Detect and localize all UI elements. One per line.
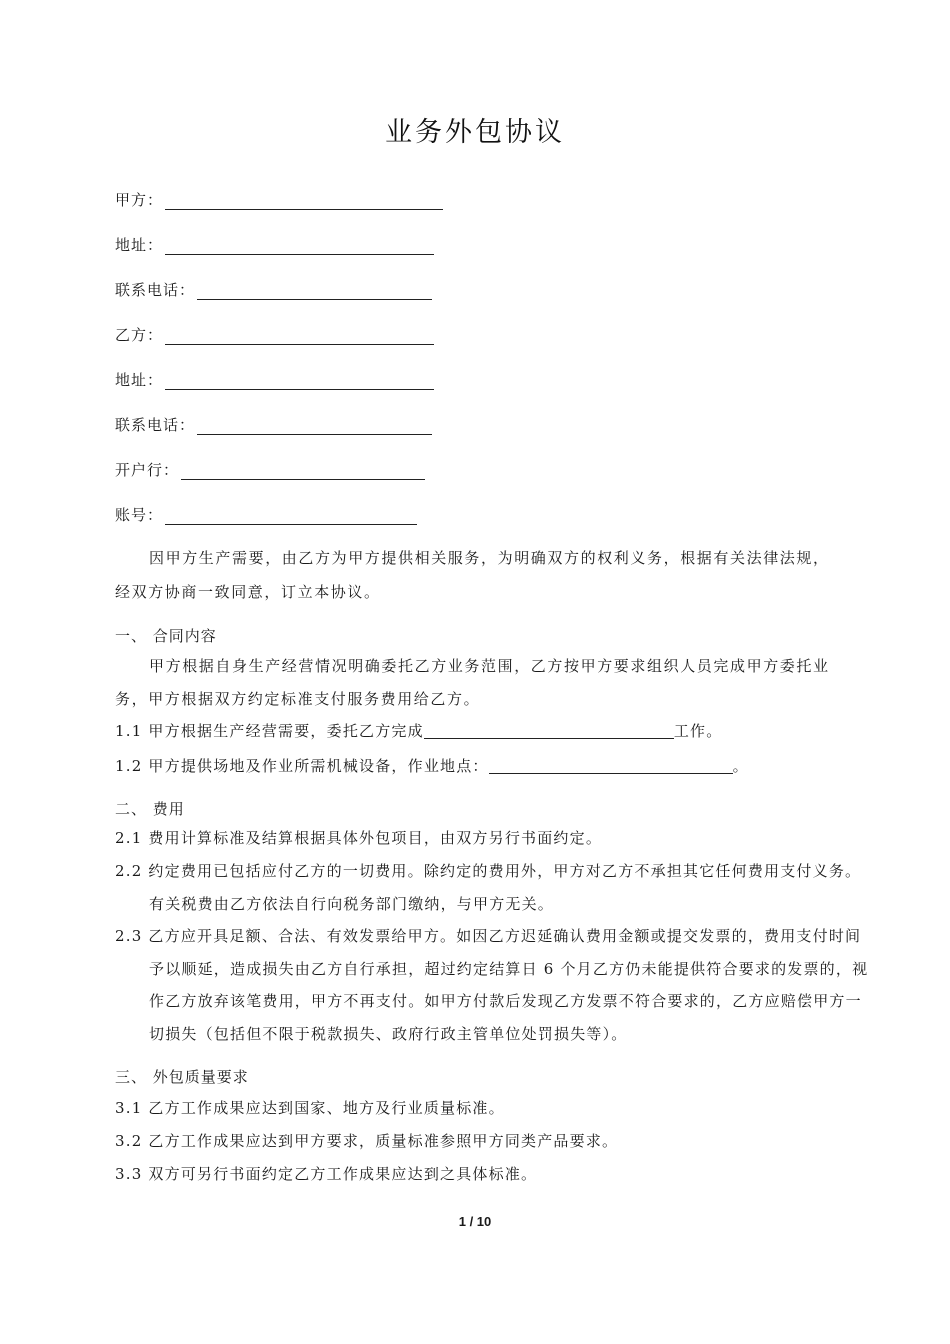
blank-line (165, 326, 434, 345)
field-label: 账号： (115, 506, 164, 524)
field-label: 地址： (115, 236, 164, 254)
party-b-address-field (115, 366, 434, 390)
party-a-phone-field (115, 276, 432, 300)
document-title: 业务外包协议 (385, 117, 565, 148)
clause-text: 工作。 (673, 722, 723, 740)
field-label: 开户行： (115, 461, 180, 479)
field-label: 联系电话： (115, 416, 196, 434)
clause-text: 1.1 甲方根据生产经营需要，委托乙方完成 (115, 722, 424, 740)
party-b-field (115, 321, 434, 345)
party-b-phone-field (115, 411, 432, 435)
section-2-heading: 二、 费用 (115, 800, 185, 818)
blank-line (165, 236, 434, 255)
party-a-address-field (115, 231, 434, 255)
clause-2-3: 2.3 乙方应开具足额、合法、有效发票给甲方。如因乙方迟延确认费用金额或提交发票的，费用支付时间予以顺延，造成损失由乙方自行承担，超过约定结算日 6 个月乙方仍未能提供符合要求的发票的，视作乙方放弃该笔费用，甲方不再支付。如甲方付款后发现乙方发票不符合要求的，乙方应赔偿甲方一切损失（包括但不限于税款损失、政府行政主管单位处罚损失等）。 (115, 927, 869, 1043)
section-1-heading: 一、 合同内容 (115, 627, 217, 645)
field-label: 甲方： (115, 191, 164, 209)
clause-3-3: 3.3 双方可另行书面约定乙方工作成果应达到之具体标准。 (115, 1165, 538, 1183)
clause-1-1 (115, 715, 837, 748)
clause-text: 1.2 甲方提供场地及作业所需机械设备，作业地点： (115, 757, 489, 775)
section-1-intro: 甲方根据自身生产经营情况明确委托乙方业务范围，乙方按甲方要求组织人员完成甲方委托业务，甲方根据双方约定标准支付服务费用给乙方。 (115, 657, 830, 708)
bank-field (115, 456, 425, 480)
blank-line (489, 755, 733, 774)
clause-3-1: 3.1 乙方工作成果应达到国家、地方及行业质量标准。 (115, 1099, 505, 1117)
party-a-field (115, 186, 443, 210)
clause-2-1: 2.1 费用计算标准及结算根据具体外包项目，由双方另行书面约定。 (115, 829, 603, 847)
field-label: 联系电话： (115, 281, 196, 299)
section-3-heading: 三、 外包质量要求 (115, 1068, 249, 1086)
field-label: 乙方： (115, 326, 164, 344)
preamble: 因甲方生产需要，由乙方为甲方提供相关服务，为明确双方的权利义务，根据有关法律法规，经双方协商一致同意，订立本协议。 (115, 549, 830, 601)
blank-line (165, 371, 434, 390)
blank-line (165, 506, 417, 525)
clause-2-2: 2.2 约定费用已包括应付乙方的一切费用。除约定的费用外，甲方对乙方不承担其它任何费用支付义务。有关税费由乙方依法自行向税务部门缴纳，与甲方无关。 (115, 862, 862, 913)
clause-text: 。 (732, 757, 749, 775)
clause-1-2 (115, 750, 837, 783)
blank-line (424, 720, 674, 739)
blank-line (197, 416, 432, 435)
blank-line (197, 281, 432, 300)
blank-line (181, 461, 425, 480)
account-field (115, 501, 417, 525)
field-label: 地址： (115, 371, 164, 389)
clause-3-2: 3.2 乙方工作成果应达到甲方要求，质量标准参照甲方同类产品要求。 (115, 1132, 619, 1150)
page-number: 1 / 10 (458, 1214, 492, 1229)
blank-line (165, 191, 443, 210)
